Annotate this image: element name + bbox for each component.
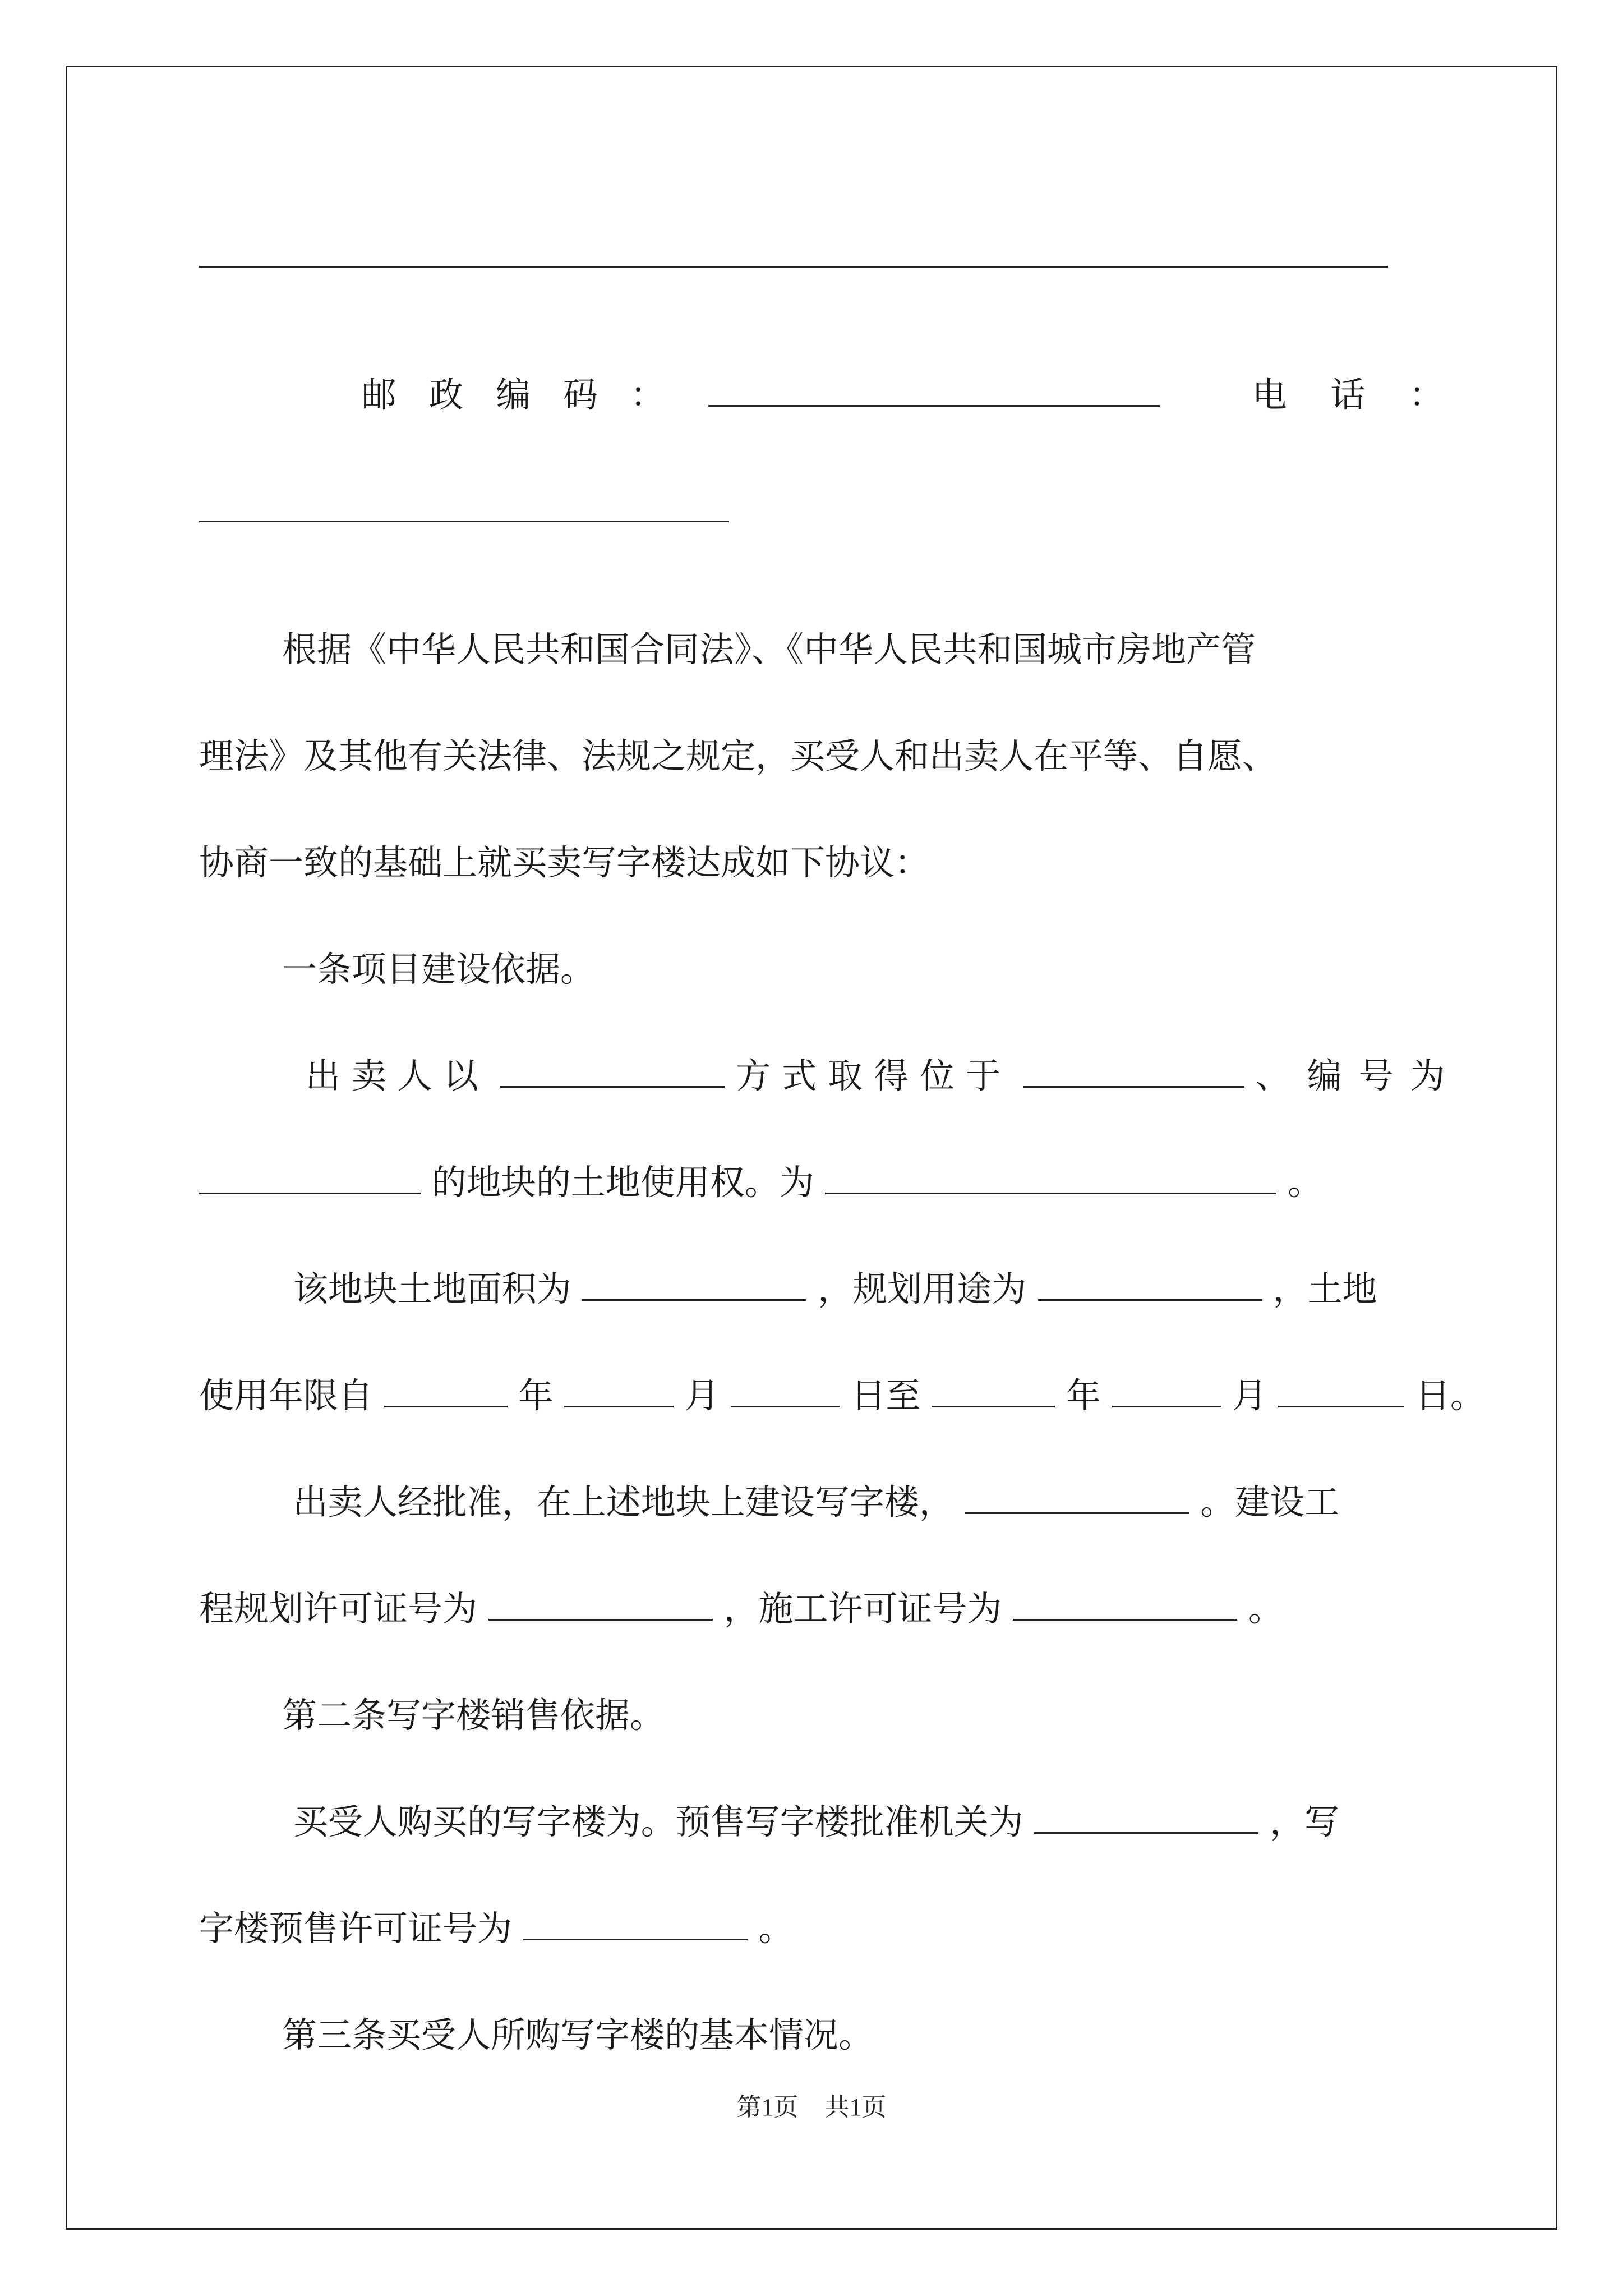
area-line-1: [199, 1267, 1427, 1312]
article-1-title: 一条项目建设依据。: [282, 949, 596, 990]
postal-label-char: ：: [630, 374, 665, 415]
acquisition-method-blank[interactable]: [500, 1053, 725, 1088]
build-text: 出卖人经批准，在上述地块上建设写字楼，: [293, 1481, 954, 1522]
postal-phone-line: [199, 372, 1444, 417]
land-line-1: [199, 1053, 1462, 1098]
year-label: 年: [518, 1375, 554, 1416]
phone-label-char: ：: [1409, 374, 1444, 415]
land-use-right-blank[interactable]: [825, 1160, 1276, 1194]
address-blank[interactable]: [199, 266, 1388, 268]
postal-label-char: 编: [496, 374, 531, 415]
article-2-title: 第二条写字楼销售依据。: [282, 1695, 665, 1736]
presale-text: ，写: [1270, 1801, 1340, 1842]
build-text: 。: [1248, 1588, 1283, 1629]
end-day-blank[interactable]: [1278, 1373, 1404, 1407]
day-to-label: 日至: [851, 1375, 921, 1416]
land-text: 方式取得位于: [736, 1055, 1012, 1096]
postal-label-char: 邮: [361, 374, 396, 415]
presale-text: 。: [758, 1908, 794, 1949]
month-label: 月: [1232, 1375, 1267, 1416]
construction-permit-blank[interactable]: [1013, 1586, 1237, 1621]
end-year-blank[interactable]: [932, 1373, 1055, 1407]
top-blank-line: [199, 266, 1427, 311]
phone-blank-line: [199, 521, 1427, 565]
phone-label-char: 话: [1330, 374, 1366, 415]
phone-blank[interactable]: [199, 521, 729, 522]
presale-line-1: [199, 1800, 1427, 1844]
article-3-title: 第三条买受人所购写字楼的基本情况。: [282, 2014, 874, 2055]
postal-label-char: 政: [428, 374, 464, 415]
area-text: 该地块土地面积为: [293, 1268, 571, 1309]
day-end-label: 日。: [1415, 1375, 1485, 1416]
area-text: ，规划用途为: [818, 1268, 1027, 1309]
parcel-number-blank[interactable]: [199, 1160, 421, 1194]
build-text: ，施工许可证号为: [723, 1588, 1002, 1629]
land-text: 。: [1288, 1162, 1323, 1203]
page-number: 第1页: [736, 2093, 799, 2121]
start-day-blank[interactable]: [731, 1373, 840, 1407]
land-text: 、编号为: [1255, 1055, 1462, 1096]
intro-line-1: 根据《中华人民共和国合同法》、《中华人民共和国城市房地产管: [282, 629, 1256, 670]
start-month-blank[interactable]: [564, 1373, 674, 1407]
area-text: 使用年限自: [199, 1375, 374, 1416]
land-line-2: [199, 1160, 1427, 1205]
area-text: ，土地: [1272, 1268, 1377, 1309]
intro-line-3: 协商一致的基础上就买卖写字楼达成如下协议：: [199, 842, 930, 883]
postal-code-blank[interactable]: [708, 372, 1160, 407]
presale-line-2: [199, 1906, 1427, 1951]
planning-permit-blank[interactable]: [488, 1586, 713, 1621]
approval-authority-blank[interactable]: [1034, 1800, 1258, 1834]
presale-text: 字楼预售许可证号为: [199, 1908, 513, 1949]
planned-use-blank[interactable]: [1038, 1267, 1262, 1301]
month-label: 月: [684, 1375, 720, 1416]
build-text: 程规划许可证号为: [199, 1588, 478, 1629]
page-footer: [0, 2087, 1623, 2123]
start-year-blank[interactable]: [384, 1373, 508, 1407]
year-label: 年: [1066, 1375, 1101, 1416]
build-line-1: [199, 1480, 1427, 1525]
area-line-2: [199, 1373, 1485, 1418]
building-name-blank[interactable]: [965, 1480, 1189, 1514]
build-line-2: [199, 1586, 1427, 1631]
intro-line-2: 理法》及其他有关法律、法规之规定，买受人和出卖人在平等、自愿、: [199, 735, 1278, 776]
land-text: 的地块的土地使用权。为: [431, 1162, 814, 1203]
presale-text: 买受人购买的写字楼为。预售写字楼批准机关为: [293, 1801, 1023, 1842]
build-text: 。建设工: [1200, 1481, 1340, 1522]
land-area-blank[interactable]: [582, 1267, 806, 1301]
land-text: 出卖人以: [305, 1055, 490, 1096]
location-blank[interactable]: [1023, 1053, 1244, 1088]
page-total: 共1页: [824, 2093, 887, 2121]
postal-label-char: 码: [562, 374, 598, 415]
presale-permit-blank[interactable]: [523, 1906, 748, 1940]
end-month-blank[interactable]: [1112, 1373, 1221, 1407]
phone-label-char: 电: [1252, 374, 1287, 415]
document-body: [199, 224, 1485, 2058]
